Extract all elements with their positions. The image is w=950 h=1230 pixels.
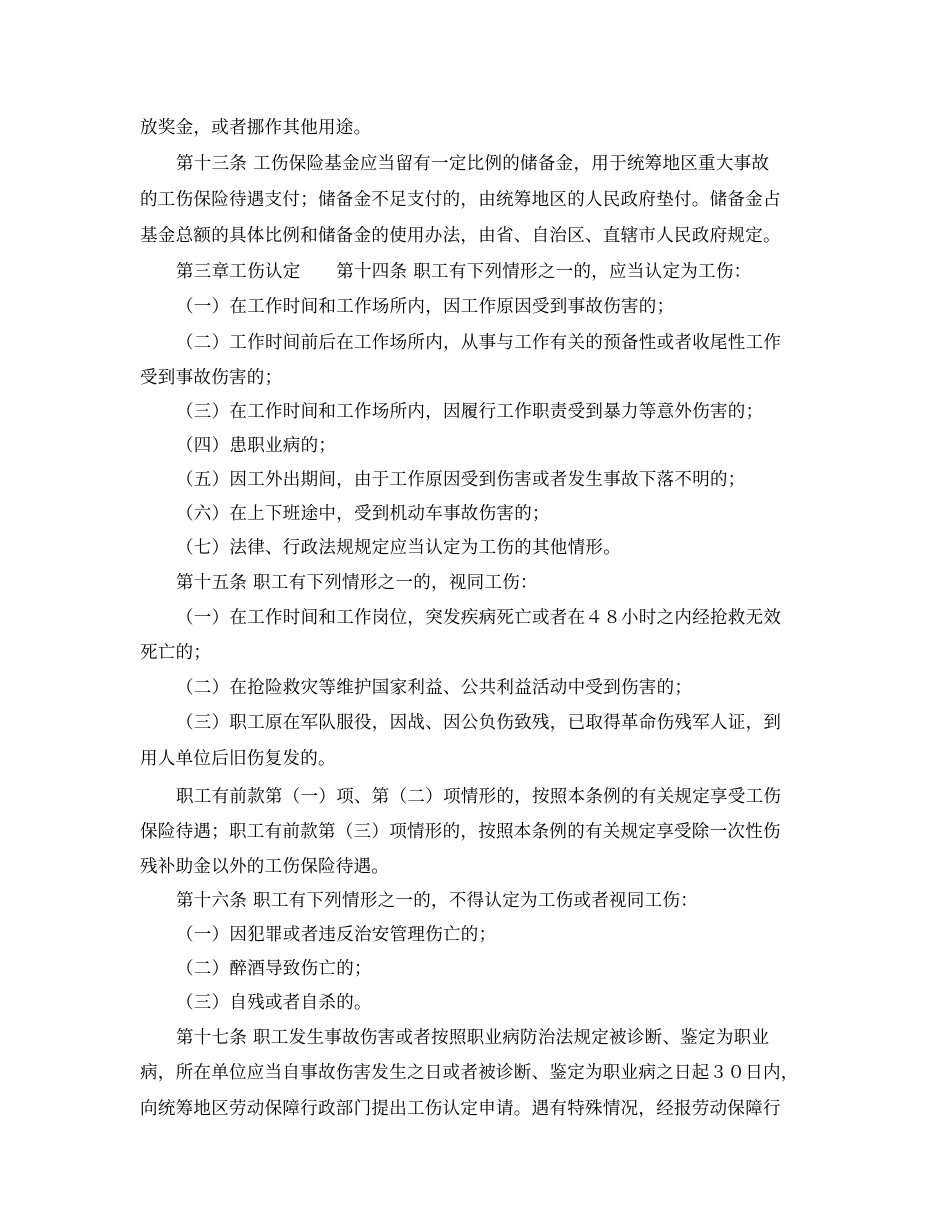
text-line: 残补助金以外的工伤保险待遇。 — [140, 857, 390, 877]
paragraph-line: 职工有前款第（一）项、第（二）项情形的，按照本条例的有关规定享受工伤 — [176, 787, 782, 807]
list-item: （二）醉酒导致伤亡的； — [176, 959, 372, 979]
list-item: （一）因犯罪或者违反治安管理伤亡的； — [176, 925, 497, 945]
text-line: 向统筹地区劳动保障行政部门提出工伤认定申请。遇有特殊情况，经报劳动保障行 — [140, 1099, 781, 1119]
list-item: （五）因工外出期间，由于工作原因受到伤害或者发生事故下落不明的； — [176, 470, 746, 490]
text-line: 受到事故伤害的； — [140, 368, 283, 388]
text-line: 死亡的； — [140, 643, 212, 663]
chapter-3-heading: 第三章工伤认定 第十四条 职工有下列情形之一的，应当认定为工伤： — [176, 262, 752, 282]
text-line: 基金总额的具体比例和储备金的使用办法，由省、自治区、直辖市人民政府规定。 — [140, 226, 781, 246]
list-item: （二）工作时间前后在工作场所内，从事与工作有关的预备性或者收尾性工作 — [176, 333, 782, 353]
article-16-heading: 第十六条 职工有下列情形之一的，不得认定为工伤或者视同工伤： — [176, 891, 699, 911]
list-item: （七）法律、行政法规规定应当认定为工伤的其他情形。 — [176, 538, 621, 558]
article-17-heading: 第十七条 职工发生事故伤害或者按照职业病防治法规定被诊断、鉴定为职业 — [176, 1028, 770, 1048]
text-line: 放奖金，或者挪作其他用途。 — [140, 118, 372, 138]
list-item: （三）自残或者自杀的。 — [176, 993, 372, 1013]
list-item: （六）在上下班途中，受到机动车事故伤害的； — [176, 504, 550, 524]
list-item: （四）患职业病的； — [176, 436, 337, 456]
article-13-heading: 第十三条 工伤保险基金应当留有一定比例的储备金，用于统筹地区重大事故 — [176, 154, 770, 174]
list-item: （一）在工作时间和工作场所内，因工作原因受到事故伤害的； — [176, 297, 675, 317]
list-item: （三）职工原在军队服役，因战、因公负伤致残，已取得革命伤残军人证，到 — [176, 713, 782, 733]
list-item: （三）在工作时间和工作场所内，因履行工作职责受到暴力等意外伤害的； — [176, 402, 764, 422]
text-line: 的工伤保险待遇支付；储备金不足支付的，由统筹地区的人民政府垫付。储备金占 — [140, 190, 781, 210]
text-line: 保险待遇；职工有前款第（三）项情形的，按照本条例的有关规定享受除一次性伤 — [140, 822, 781, 842]
text-line: 病，所在单位应当自事故伤害发生之日或者被诊断、鉴定为职业病之日起３０日内， — [140, 1063, 799, 1083]
list-item: （一）在工作时间和工作岗位，突发疾病死亡或者在４８小时之内经抢救无效 — [176, 608, 782, 628]
list-item: （二）在抢险救灾等维护国家利益、公共利益活动中受到伤害的； — [176, 678, 693, 698]
text-line: 用人单位后旧伤复发的。 — [140, 749, 336, 769]
article-15-heading: 第十五条 职工有下列情形之一的，视同工伤： — [176, 573, 538, 593]
